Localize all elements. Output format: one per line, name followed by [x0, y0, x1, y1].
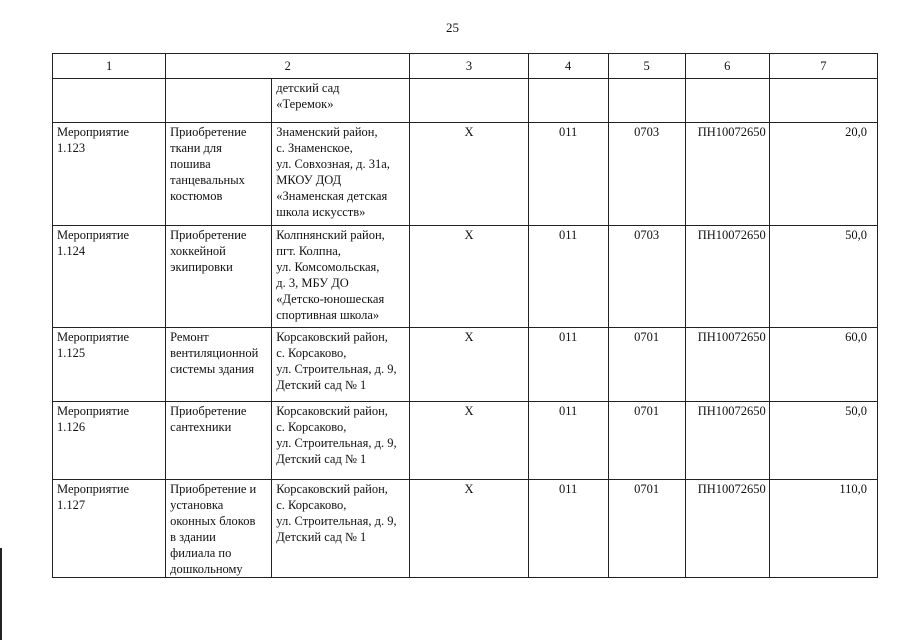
amount-cell — [769, 79, 877, 123]
section-cell: 0701 — [608, 402, 685, 480]
section-cell: 0703 — [608, 226, 685, 328]
measure-cell: Мероприятие 1.126 — [53, 402, 166, 480]
table-row — [53, 480, 878, 578]
header-cell-2: 2 — [166, 54, 410, 79]
recipient-cell: Знаменский район, с. Знаменское, ул. Совхозная, д. 31а, МКОУ ДОД «Знаменская детская школа искусств» — [272, 123, 410, 226]
table-header-row — [53, 54, 878, 79]
purpose-cell: Приобретение сантехники — [166, 402, 272, 480]
amount-cell: 60,0 — [769, 328, 877, 402]
code-cell: 011 — [528, 402, 608, 480]
code-cell: 011 — [528, 226, 608, 328]
purpose-cell: Приобретение ткани для пошива танцевальных костюмов — [166, 123, 272, 226]
amount-cell: 50,0 — [769, 402, 877, 480]
header-cell-4: 4 — [528, 54, 608, 79]
recipient-cell: Колпнянский район, пгт. Колпна, ул. Комсомольская, д. 3, МБУ ДО «Детско-юношеская спортивная школа» — [272, 226, 410, 328]
purpose-cell: Ремонт вентиляционной системы здания — [166, 328, 272, 402]
code-cell: 011 — [528, 480, 608, 578]
measure-cell: Мероприятие 1.123 — [53, 123, 166, 226]
amount-cell: 50,0 — [769, 226, 877, 328]
amount-cell: 20,0 — [769, 123, 877, 226]
section-cell: 0701 — [608, 480, 685, 578]
section-cell: 0703 — [608, 123, 685, 226]
target-cell: ПН10072650 — [685, 480, 769, 578]
x-cell: Х — [410, 328, 528, 402]
recipient-cell: Корсаковский район, с. Корсаково, ул. Строительная, д. 9, Детский сад № 1 — [272, 402, 410, 480]
section-cell: 0701 — [608, 328, 685, 402]
table-row-continued — [53, 79, 878, 123]
x-cell: Х — [410, 226, 528, 328]
recipient-cell: Корсаковский район, с. Корсаково, ул. Строительная, д. 9, Детский сад № 1 — [272, 480, 410, 578]
scan-edge-mark — [0, 548, 2, 640]
header-cell-7: 7 — [769, 54, 877, 79]
measure-cell: Мероприятие 1.124 — [53, 226, 166, 328]
code-cell: 011 — [528, 328, 608, 402]
purpose-cell: Приобретение и установка оконных блоков в здании филиала по дошкольному — [166, 480, 272, 578]
amount-cell: 110,0 — [769, 480, 877, 578]
x-cell: Х — [410, 480, 528, 578]
code-cell: 011 — [528, 123, 608, 226]
section-cell — [608, 79, 685, 123]
x-cell: Х — [410, 402, 528, 480]
measure-cell: Мероприятие 1.127 — [53, 480, 166, 578]
target-cell — [685, 79, 769, 123]
budget-table — [52, 53, 878, 578]
header-cell-6: 6 — [685, 54, 769, 79]
target-cell: ПН10072650 — [685, 328, 769, 402]
target-cell: ПН10072650 — [685, 226, 769, 328]
x-cell — [410, 79, 528, 123]
measure-cell — [53, 79, 166, 123]
page-number: 25 — [446, 20, 459, 35]
table-row — [53, 123, 878, 226]
target-cell: ПН10072650 — [685, 402, 769, 480]
header-cell-1: 1 — [53, 54, 166, 79]
purpose-cell — [166, 79, 272, 123]
header-cell-5: 5 — [608, 54, 685, 79]
table-row — [53, 402, 878, 480]
table-row — [53, 328, 878, 402]
table-row — [53, 226, 878, 328]
code-cell — [528, 79, 608, 123]
header-cell-3: 3 — [410, 54, 528, 79]
measure-cell: Мероприятие 1.125 — [53, 328, 166, 402]
recipient-cell: Корсаковский район, с. Корсаково, ул. Строительная, д. 9, Детский сад № 1 — [272, 328, 410, 402]
recipient-cell: детский сад «Теремок» — [272, 79, 410, 123]
purpose-cell: Приобретение хоккейной экипировки — [166, 226, 272, 328]
x-cell: Х — [410, 123, 528, 226]
target-cell: ПН10072650 — [685, 123, 769, 226]
